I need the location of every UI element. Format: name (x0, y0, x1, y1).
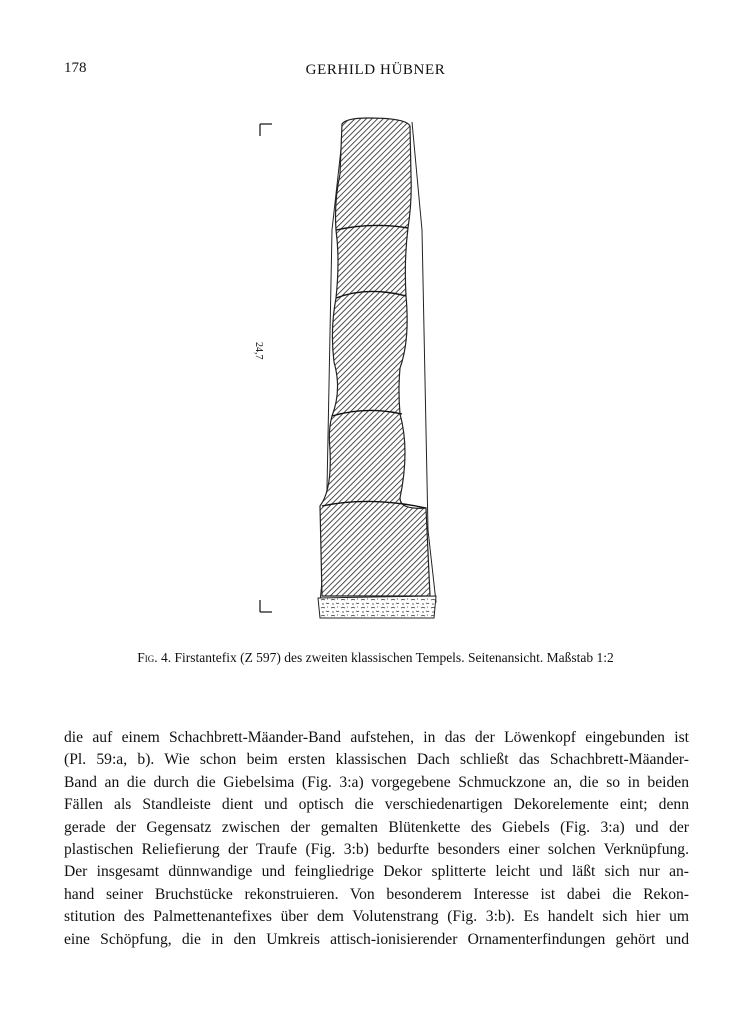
text-line: Fällen als Standleiste dient und optisch die verschiedenartigen Dekorelemente eint; denn (64, 796, 689, 814)
figure-label: Fig. 4. (137, 650, 172, 665)
text-line: (Pl. 59:a, b). Wie schon beim ersten klassischen Dach schließt das Schachbrett-Mäander- (64, 751, 689, 769)
caption-text: Firstantefix (Z 597) des zweiten klassischen Tempels. Seitenansicht. Maßstab 1:2 (174, 650, 614, 665)
figure-drawing (250, 110, 470, 630)
text-line: stitution des Palmettenantefixes über dem Volutenstrang (Fig. 3:b). Es handelt sich hier um (64, 908, 689, 926)
text-line: Band an die durch die Giebelsima (Fig. 3:a) vorgegebene Schmuckzone an, die so in beiden (64, 773, 689, 791)
page-number: 178 (64, 60, 87, 76)
text-line: plastischen Reliefierung der Traufe (Fig. 3:b) bedurfte besonders einer solchen Verknüpfung. (64, 841, 689, 859)
text-line: gerade der Gegensatz zwischen der gemalten Blütenkette des Giebels (Fig. 3:a) und der (64, 818, 689, 836)
bottom-corner-mark (260, 600, 272, 612)
running-head: GERHILD HÜBNER (305, 62, 446, 78)
text-line: eine Schöpfung, die in den Umkreis attisch-ionisierender Ornamenterfindungen gehört und (64, 930, 689, 948)
text-line: die auf einem Schachbrett-Mäander-Band aufstehen, in das der Löwenkopf eingebunden ist (64, 729, 689, 746)
text-line: Der insgesamt dünnwandige und feingliedrige Dekor splitterte leicht und läßt sich nur an- (64, 863, 689, 881)
dimension-label: 24,7 (253, 342, 264, 360)
text-line: hand seiner Bruchstücke rekonstruieren. Von besonderem Interesse ist dabei die Rekon- (64, 885, 689, 903)
figure-caption (0, 650, 751, 666)
body-paragraph (64, 727, 689, 951)
top-corner-mark (260, 124, 272, 136)
speckled-base (318, 596, 436, 618)
